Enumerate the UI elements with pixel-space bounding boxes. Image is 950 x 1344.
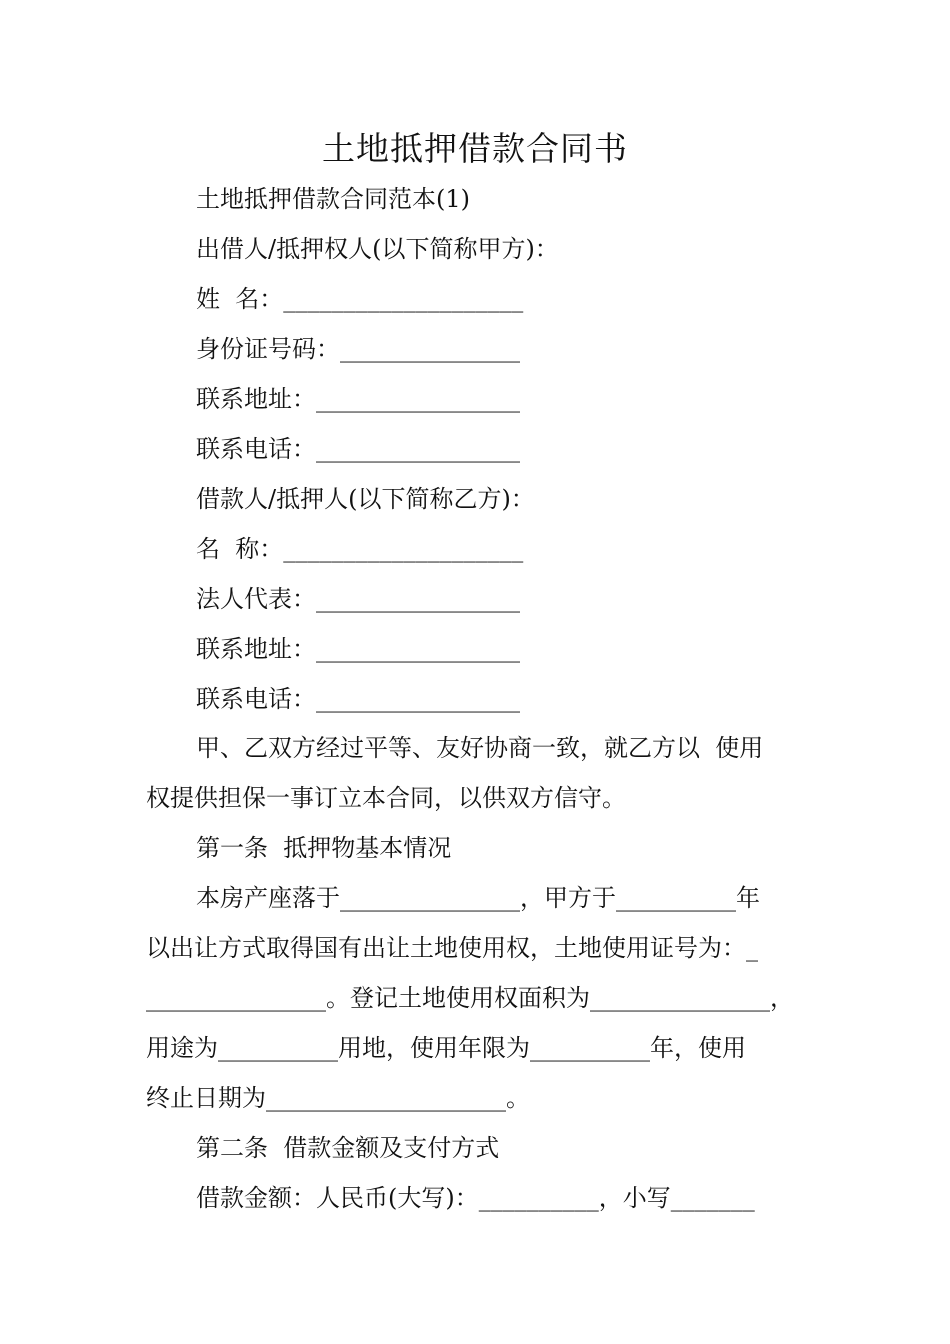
article-1-line-5: 终止日期为____________________。 xyxy=(146,1084,530,1112)
party-a-id-field: 身份证号码：_______________ xyxy=(196,335,520,363)
party-a-phone-field: 联系电话：_________________ xyxy=(196,435,520,463)
document-title: 土地抵押借款合同书 xyxy=(322,129,628,168)
article-1-heading: 第一条 抵押物基本情况 xyxy=(196,834,452,862)
party-a-address-field: 联系地址：_________________ xyxy=(196,385,520,413)
party-a-name-field: 姓 名：____________________ xyxy=(196,285,524,313)
party-b-name-field: 名 称：____________________ xyxy=(196,535,524,563)
article-2-heading: 第二条 借款金额及支付方式 xyxy=(196,1134,500,1162)
intro-line-1: 甲、乙双方经过平等、友好协商一致，就乙方以 使用 xyxy=(196,734,764,762)
party-b-legal-rep-field: 法人代表：_________________ xyxy=(196,585,520,613)
party-b-phone-field: 联系电话：_________________ xyxy=(196,685,520,713)
contract-subtitle: 土地抵押借款合同范本(1) xyxy=(196,185,470,213)
article-1-line-2: 以出让方式取得国有出让土地使用权，土地使用证号为：_ xyxy=(146,934,758,962)
party-a-heading: 出借人/抵押权人(以下简称甲方)： xyxy=(196,235,559,263)
party-b-address-field: 联系地址：_________________ xyxy=(196,635,520,663)
article-1-line-4: 用途为__________用地，使用年限为__________年，使用 xyxy=(146,1034,746,1062)
article-2-line-1: 借款金额：人民币(大写)：__________，小写_______ xyxy=(196,1184,755,1212)
party-b-heading: 借款人/抵押人(以下简称乙方)： xyxy=(196,485,535,513)
article-1-line-1: 本房产座落于_______________，甲方于__________年 xyxy=(196,884,760,912)
intro-line-2: 权提供担保一事订立本合同，以供双方信守。 xyxy=(146,784,626,812)
article-1-line-3: _______________。登记土地使用权面积为_______________， xyxy=(146,984,794,1012)
